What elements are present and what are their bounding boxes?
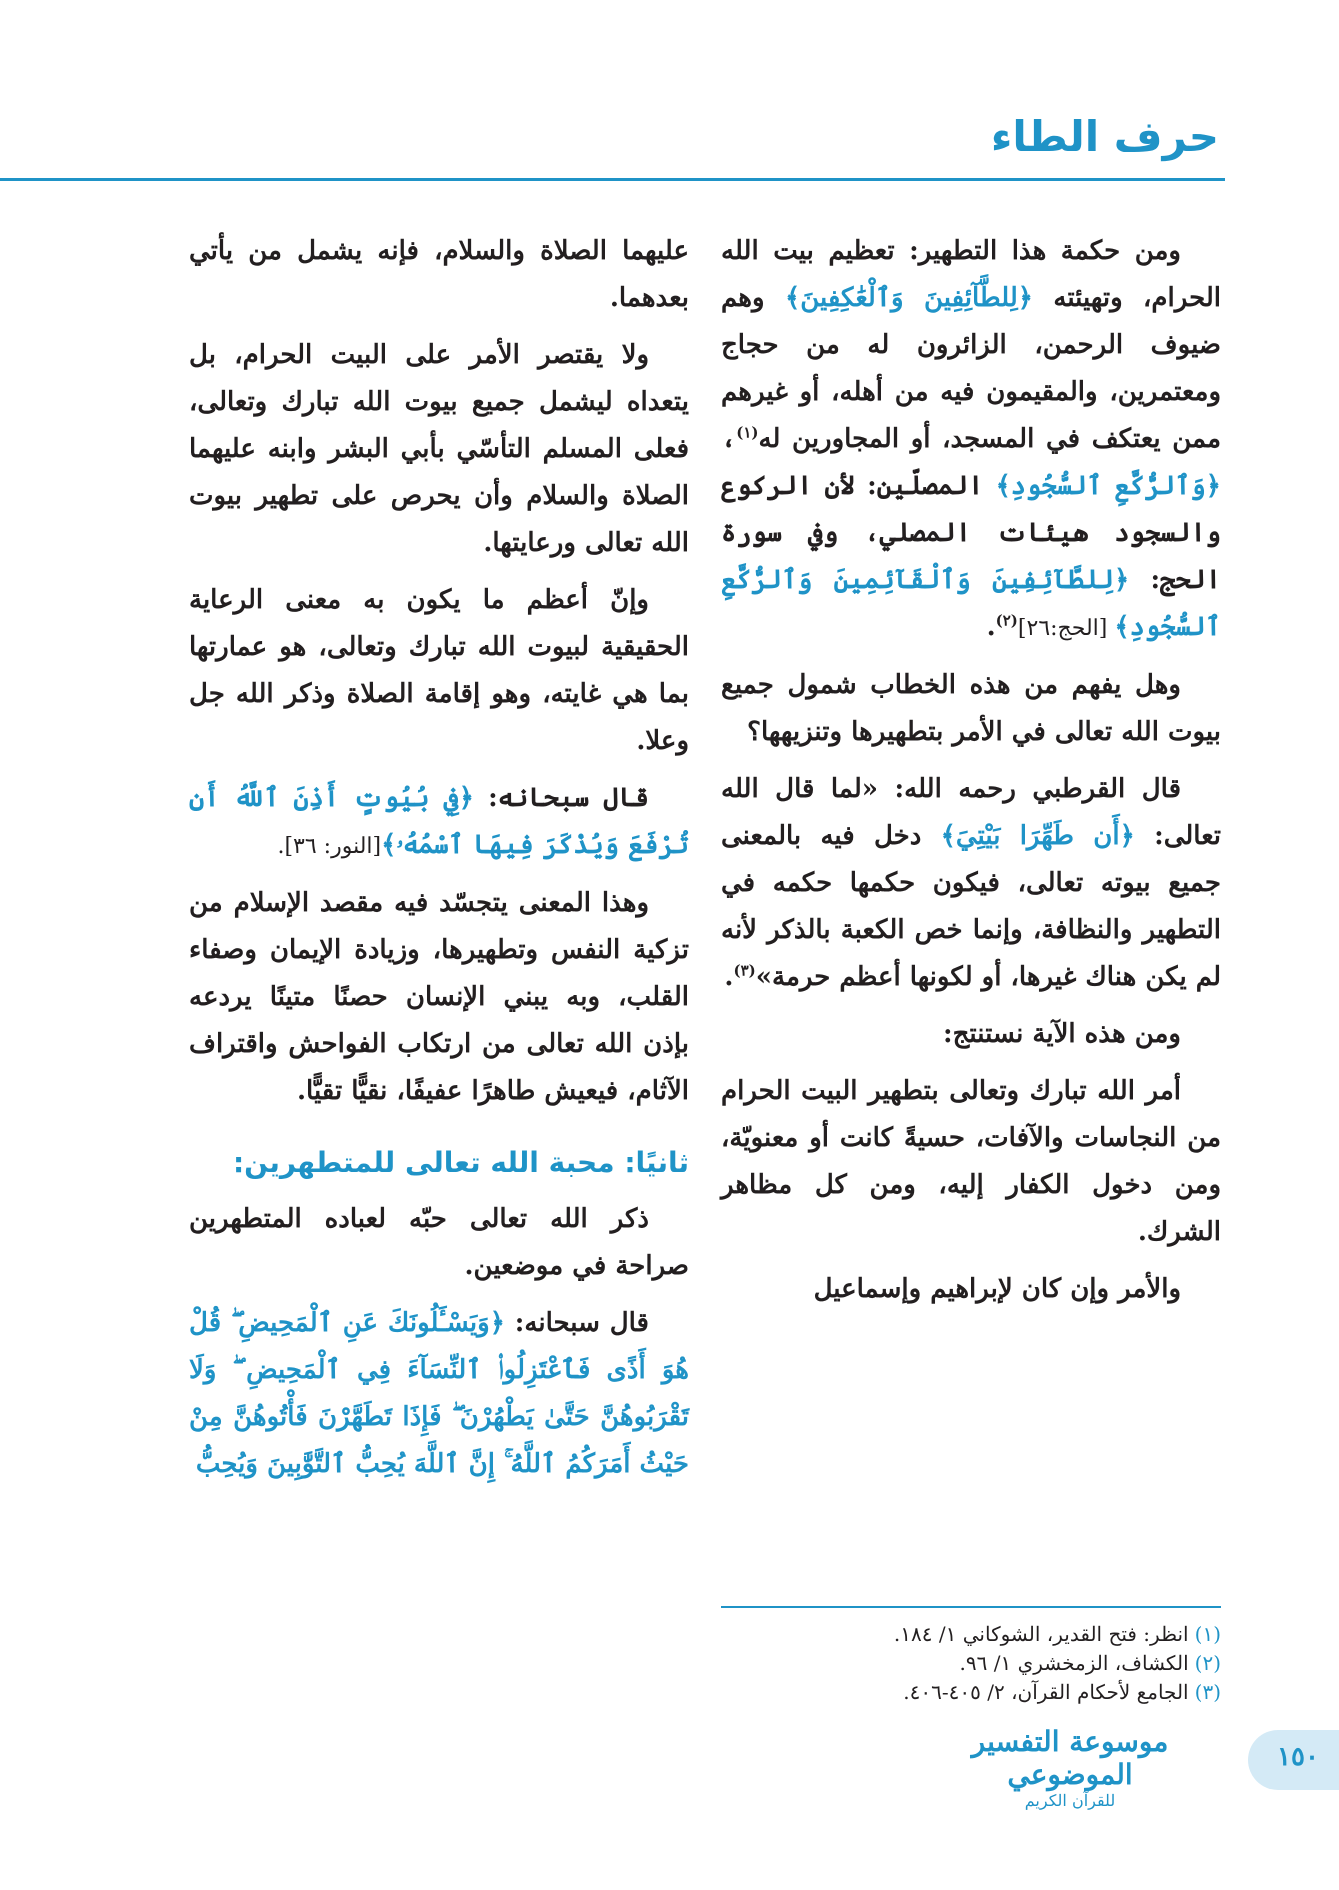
paragraph: وهذا المعنى يتجسّد فيه مقصد الإسلام من تزكية النفس وتطهيرها، وزيادة الإيمان وصفاء القلب، وبه يبني الإنسان حصنًا متينًا يردعه بإذن الله تعالى من ارتكاب الفواحش واقتراف الآثام، فيعيش طاهرًا عفيفًا، نقيًّا تقيًّا. (189, 888, 689, 1106)
paragraph: أمر الله تبارك وتعالى بتطهير البيت الحرام من النجاسات والآفات، حسيةً كانت أو معنويّة، ومن دخول الكفار إليه، ومن كل مظاهر الشرك. (721, 1076, 1221, 1247)
verse-reference: [الحج:٢٦] (1017, 616, 1115, 641)
footnote-item: (٢)الكشاف، الزمخشري ١/ ٩٦. (959, 1651, 1221, 1675)
encyclopedia-logo: موسوعة التفسير الموضوعي للقرآن الكريم (971, 1725, 1169, 1810)
paragraph: ومن هذه الآية نستنتج: (943, 1019, 1181, 1049)
quran-verse: ﴿أَن طَهِّرَا بَيْتِيَ﴾ (940, 821, 1135, 851)
paragraph: ذكر الله تعالى حبّه لعباده المتطهرين صراحة في موضعين. (189, 1204, 689, 1281)
paragraph: وإنّ أعظم ما يكون به معنى الرعاية الحقيقية لبيوت الله تبارك وتعالى، هو عمارتها بما هي غايته، وهو إقامة الصلاة وذكر الله جل وعلا. (189, 585, 689, 756)
verse-reference: [النور: ٣٦]. (277, 834, 382, 859)
paragraph: وهل يفهم من هذه الخطاب شمول جميع بيوت الله تعالى في الأمر بتطهيرها وتنزيهها؟ (721, 670, 1221, 747)
footnote-separator (721, 1606, 1221, 1608)
footnote-item: (١)انظر: فتح القدير، الشوكاني ١/ ١٨٤. (893, 1622, 1221, 1646)
paragraph: والأمر وإن كان لإبراهيم وإسماعيل (813, 1274, 1181, 1304)
paragraph: قال القرطبي رحمه الله: «لما قال الله تعالى: ﴿أَن طَهِّرَا بَيْتِيَ﴾ دخل فيه بالمعنى جميع بيوته تعالى، فيكون حكمها حكمه في التطهير والنظافة، وإنما خص الكعبة بالذكر لأنه لم يكن هناك غيرها، أو لكونها أعظم حرمة»$^{(٣)}$. (721, 774, 1221, 992)
quran-verse: ﴿وَيَسْـَٔلُونَكَ عَنِ ٱلْمَحِيضِ ۖ قُلْ هُوَ أَذًى فَٱعْتَزِلُوا۟ ٱلنِّسَآءَ فِي ٱلْمَحِيضِ ۖ وَلَا تَقْرَبُوهُنَّ حَتَّىٰ يَطْهُرْنَ ۖ فَإِذَا تَطَهَّرْنَ فَأْتُوهُنَّ مِنْ حَيْثُ أَمَرَكُمُ ٱللَّهُ ۚ إِنَّ ٱللَّهَ يُحِبُّ ٱلتَّوَّٰبِينَ وَيُحِبُّ (189, 1308, 689, 1479)
footnote-ref[interactable]: (١) (736, 423, 759, 442)
paragraph: قال سبحانه: ﴿وَيَسْـَٔلُونَكَ عَنِ ٱلْمَحِيضِ ۖ قُلْ هُوَ أَذًى فَٱعْتَزِلُوا۟ ٱلنِّسَآءَ فِي ٱلْمَحِيضِ ۖ وَلَا تَقْرَبُوهُنَّ حَتَّىٰ يَطْهُرْنَ ۖ فَإِذَا تَطَهَّرْنَ فَأْتُوهُنَّ مِنْ حَيْثُ أَمَرَكُمُ ٱللَّهُ ۚ إِنَّ ٱللَّهَ يُحِبُّ ٱلتَّوَّٰبِينَ وَيُحِبُّ (189, 1308, 689, 1479)
chapter-title: حرف الطاء (990, 112, 1219, 161)
footnote-item: (٣)الجامع لأحكام القرآن، ٢/ ٤٠٥-٤٠٦. (903, 1680, 1221, 1704)
section-heading: ثانيًا: محبة الله تعالى للمتطهرين: (232, 1146, 689, 1179)
quran-verse: ﴿لِلطَّآئِفِينَ وَٱلْعَٰكِفِينَ﴾ (784, 283, 1034, 313)
paragraph: عليهما الصلاة والسلام، فإنه يشمل من يأتي بعدهما. (189, 236, 689, 313)
page-number: ١٥٠ (1277, 1742, 1319, 1772)
header-rule (0, 178, 1225, 181)
quran-verse: ﴿فِي بُيُوتٍ أَذِنَ ٱللَّهُ أَن تُرْفَعَ وَيُذْكَرَ فِيهَا ٱسْمُهُۥ﴾ (189, 783, 689, 860)
paragraph: ولا يقتصر الأمر على البيت الحرام، بل يتعداه ليشمل جميع بيوت الله تبارك وتعالى، فعلى المسلم التأسّي بأبي البشر وابنه عليهما الصلاة والسلام وأن يحرص على تطهير بيوت الله تعالى ورعايتها. (189, 340, 689, 558)
quran-verse: ﴿لِلطَّآئِفِينَ وَٱلْقَآئِمِينَ وَٱلرُّكَّعِ ٱلسُّجُودِ﴾ (721, 565, 1221, 642)
footnote-ref[interactable]: (٢) (995, 611, 1018, 630)
paragraph: قال سبحانه: ﴿فِي بُيُوتٍ أَذِنَ ٱللَّهُ أَن تُرْفَعَ وَيُذْكَرَ فِيهَا ٱسْمُهُۥ﴾[النور: ٣٦]. (189, 783, 689, 860)
footnotes (721, 1620, 1221, 1707)
footnote-ref[interactable]: (٣) (733, 961, 756, 980)
right-column (721, 228, 1221, 1323)
left-column (189, 228, 689, 1498)
quran-verse: ﴿وَٱلرُّكَّعِ ٱلسُّجُودِ﴾ (995, 471, 1221, 501)
paragraph: ومن حكمة هذا التطهير: تعظيم بيت الله الحرام، وتهيئته ﴿لِلطَّآئِفِينَ وَٱلْعَٰكِفِينَ﴾ وهم ضيوف الرحمن، الزائرون له من حجاج ومعتمرين، والمقيمون فيه من أهله، أو غيرهم ممن يعتكف في المسجد، أو المجاورين له$^{(١)}$، ﴿وَٱلرُّكَّعِ ٱلسُّجُودِ﴾ المصلّين: لأن الركوع والسجود هيئات المصلي، وفي سورة الحج: ﴿لِلطَّآئِفِينَ وَٱلْقَآئِمِينَ وَٱلرُّكَّعِ ٱلسُّجُودِ﴾ [الحج:٢٦]$^{(٢)}$. (721, 236, 1222, 642)
